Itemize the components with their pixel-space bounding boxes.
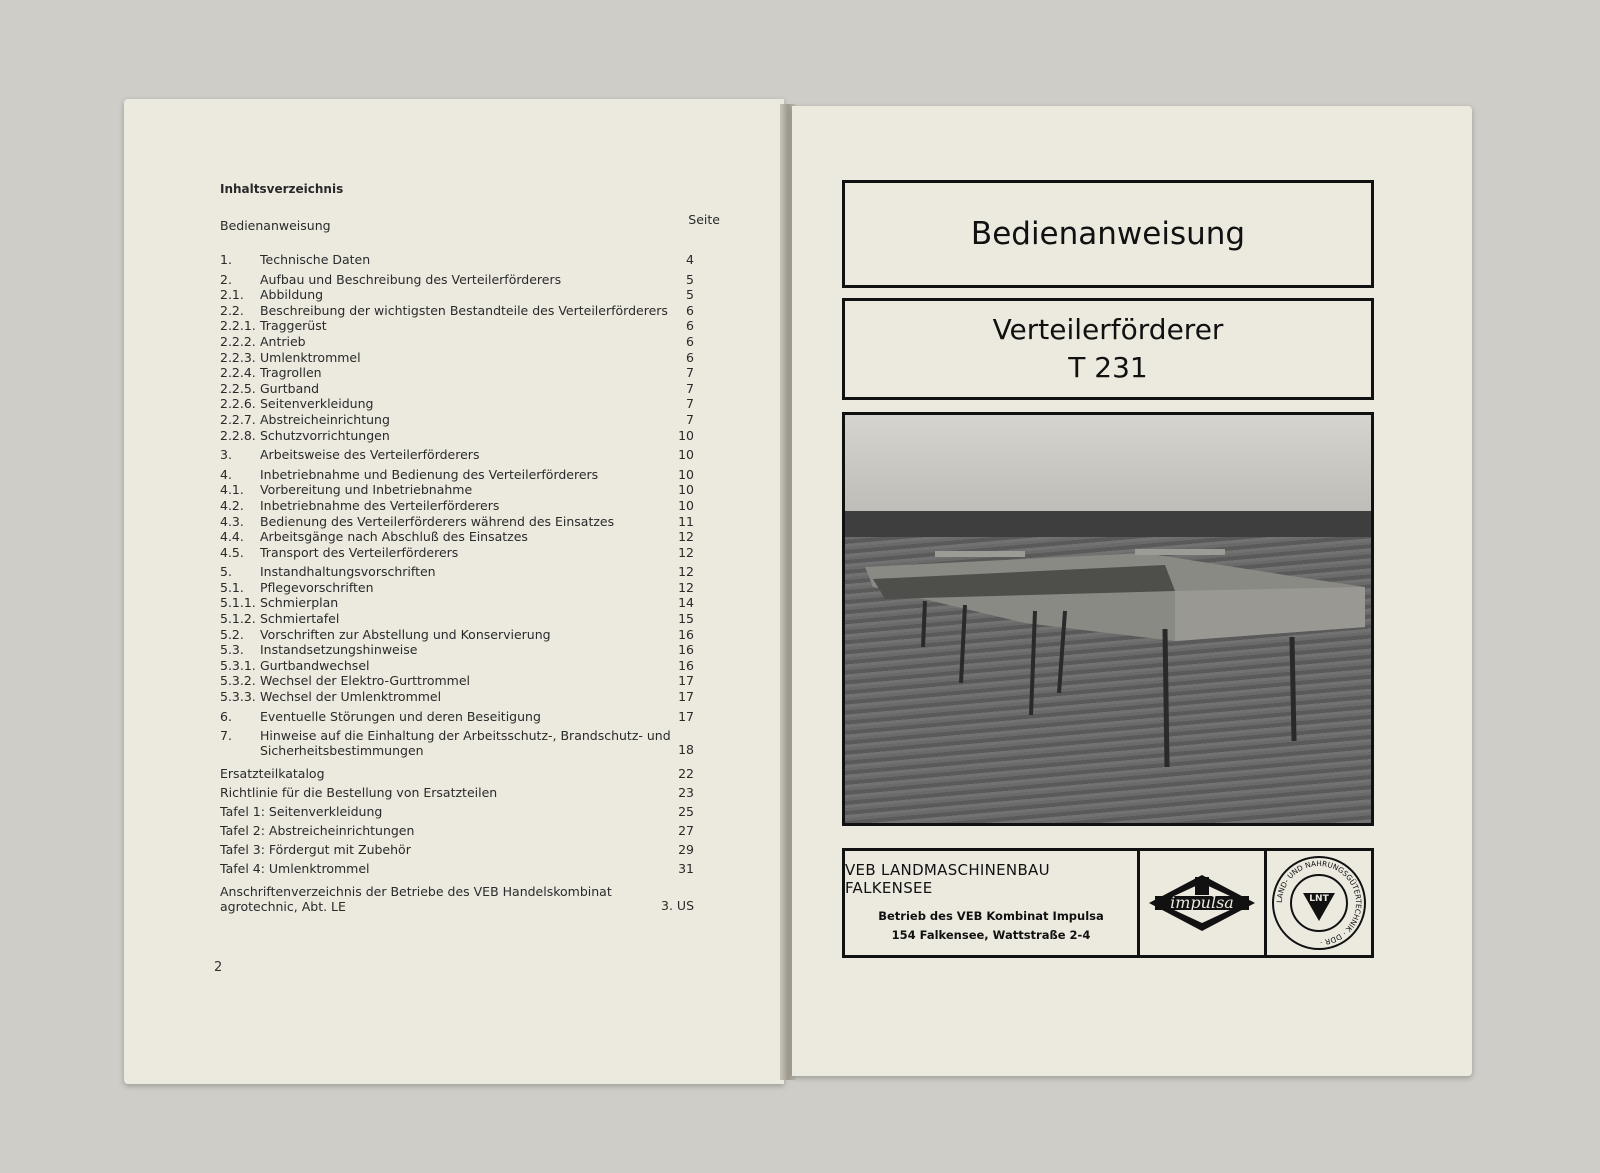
toc-entry-number: 3.: [220, 447, 232, 463]
company-subtitle: Betrieb des VEB Kombinat Impulsa: [878, 909, 1104, 923]
toc-entry-page: 6: [686, 349, 694, 365]
toc-appendix-entry: [220, 766, 720, 785]
toc-entry: [220, 482, 720, 498]
toc-appendix-text: Tafel 3: Fördergut mit Zubehör: [220, 842, 411, 858]
toc-entry-number: 4.1.: [220, 482, 244, 498]
toc-appendix-page: 25: [678, 804, 694, 820]
toc-appendix-entry: [220, 884, 720, 916]
toc-entry-number: 4.: [220, 466, 232, 482]
toc-entry-page: 7: [686, 411, 694, 427]
toc-entry-page: 5: [686, 287, 694, 303]
toc-appendix-entry: [220, 785, 720, 804]
toc-entry: [220, 689, 720, 705]
toc-entry-text: Tragrollen: [260, 365, 322, 381]
toc-entry: [220, 658, 720, 674]
toc-entry-number: 4.2.: [220, 497, 244, 513]
toc-entry-number: 5.1.: [220, 579, 244, 595]
toc-entry-page: 10: [678, 497, 694, 513]
toc-entry-text: Instandhaltungsvorschriften: [260, 564, 436, 580]
toc-entry: [220, 529, 720, 545]
product-model: T 231: [1068, 351, 1148, 384]
toc-entry-number: 2.2.7.: [220, 411, 256, 427]
toc-entry-text: Abbildung: [260, 287, 324, 303]
toc-entry: [220, 627, 720, 643]
toc-entry-text: Schmiertafel: [260, 611, 340, 627]
toc-entry-page: 4: [686, 252, 694, 267]
toc-entry-text: Technische Daten: [260, 252, 371, 267]
toc-entry: [220, 545, 720, 561]
toc-entry: [220, 396, 720, 412]
toc-entry: [220, 334, 720, 350]
toc-entry: [220, 381, 720, 397]
page-number: 2: [214, 960, 223, 975]
toc-entry: [220, 580, 720, 596]
toc-entry-text: Abstreicheinrichtung: [260, 411, 390, 427]
toc-entry-text: Eventuelle Störungen und deren Beseitigung: [260, 708, 541, 724]
toc-entry-number: 2.: [220, 271, 232, 287]
toc-appendix-text: Tafel 4: Umlenktrommel: [220, 861, 370, 877]
toc-entry-number: 2.2.4.: [220, 365, 256, 381]
toc-entry-page: 6: [686, 333, 694, 349]
toc-entry-text: Arbeitsgänge nach Abschluß des Einsatzes: [260, 529, 528, 545]
toc-entry-text: Transport des Verteilerförderers: [260, 544, 459, 560]
toc-entry-page: 12: [678, 579, 694, 595]
toc-entry-page: 6: [686, 302, 694, 318]
toc-entry-text: Pflegevorschriften: [260, 579, 374, 595]
conveyor-photo: [842, 412, 1374, 826]
toc-entry-number: 5.1.1.: [220, 595, 256, 611]
toc-appendix: [220, 766, 720, 916]
toc-appendix-entry: [220, 861, 720, 880]
conveyor-machine-illustration: [845, 415, 1371, 823]
toc-appendix-page: 23: [678, 785, 694, 801]
toc-entry: [220, 428, 720, 444]
toc-appendix-text: Anschriftenverzeichnis der Betriebe des VEB Handelskombinat agrotechnic, Abt. LE: [220, 884, 612, 915]
toc-entry-number: 2.2.6.: [220, 396, 256, 412]
toc-entry-text: Gurtbandwechsel: [260, 657, 370, 673]
toc-entry-number: 2.2.3.: [220, 349, 256, 365]
toc-entry-page: 17: [678, 708, 694, 724]
toc-entry-text: Hinweise auf die Einhaltung der Arbeitsschutz-, Brandschutz- und Sicherheitsbestimmungen: [260, 728, 671, 759]
toc-entry-text: Schutzvorrichtungen: [260, 427, 390, 443]
toc-entry-text: Traggerüst: [260, 318, 327, 334]
toc-entry: [220, 447, 720, 463]
toc-entry-text: Vorbereitung und Inbetriebnahme: [260, 482, 473, 498]
toc-entry-number: 4.5.: [220, 544, 244, 560]
toc-entry: [220, 252, 720, 268]
toc-entry-page: 5: [686, 271, 694, 287]
toc-entry-page: 17: [678, 673, 694, 689]
toc-entry-text: Beschreibung der wichtigsten Bestandteile des Verteilerförderers: [260, 302, 668, 318]
toc-entry-text: Schmierplan: [260, 595, 339, 611]
toc-appendix-entry: [220, 842, 720, 861]
toc-appendix-text: Tafel 2: Abstreicheinrichtungen: [220, 823, 415, 839]
toc-entry: [220, 673, 720, 689]
toc-entry-number: 6.: [220, 708, 232, 724]
toc-entry-page: 10: [678, 447, 694, 463]
toc-entry-number: 5.3.2.: [220, 673, 256, 689]
toc-entry: [220, 365, 720, 381]
product-name: Verteilerförderer: [992, 313, 1224, 346]
seal-ring-text: LAND- UND NAHRUNGSGÜTERTECHNIK · DDR ·: [1274, 858, 1364, 947]
toc-entry: [220, 350, 720, 366]
toc-entry: [220, 412, 720, 428]
toc-entry-page: 15: [678, 611, 694, 627]
toc-entries: [220, 252, 720, 758]
toc-entry-number: 5.: [220, 564, 232, 580]
toc-header: [220, 212, 720, 252]
seal-center-text: LNT: [1309, 894, 1329, 904]
toc-appendix-text: Ersatzteilkatalog: [220, 766, 325, 782]
toc-entry-number: 4.4.: [220, 529, 244, 545]
toc-entry-text: Bedienung des Verteilerförderers während des Einsatzes: [260, 513, 615, 529]
toc-appendix-page: 31: [678, 861, 694, 877]
toc-appendix-page: 22: [678, 766, 694, 782]
table-of-contents: [220, 182, 720, 916]
toc-entry-number: 5.2.: [220, 626, 244, 642]
toc-appendix-text: Richtlinie für die Bestellung von Ersatzteilen: [220, 785, 498, 801]
toc-entry-page: 7: [686, 396, 694, 412]
toc-entry-page: 12: [678, 564, 694, 580]
toc-appendix-entry: [220, 804, 720, 823]
toc-entry-number: 2.2.: [220, 302, 244, 318]
toc-entry-text: Instandsetzungshinweise: [260, 642, 418, 658]
toc-entry: [220, 514, 720, 530]
toc-entry-number: 5.1.2.: [220, 611, 256, 627]
toc-entry-page: 16: [678, 642, 694, 658]
toc-entry: [220, 709, 720, 725]
manual-title: Bedienanweisung: [970, 216, 1246, 252]
toc-entry-page: 17: [678, 689, 694, 705]
toc-appendix-page: 3. US: [661, 898, 694, 914]
toc-entry-number: 5.3.: [220, 642, 244, 658]
toc-appendix-page: 29: [678, 842, 694, 858]
toc-entry-page: 10: [678, 482, 694, 498]
company-name: VEB LANDMASCHINENBAU FALKENSEE: [845, 861, 1050, 897]
toc-entry-page: 16: [678, 626, 694, 642]
toc-appendix-page: 27: [678, 823, 694, 839]
toc-entry-number: 2.2.2.: [220, 333, 256, 349]
toc-entry-number: 7.: [220, 728, 232, 744]
toc-entry-text: Umlenktrommel: [260, 349, 361, 365]
toc-entry-text: Inbetriebnahme des Verteilerförderers: [260, 497, 500, 513]
toc-entry: [220, 611, 720, 627]
toc-entry-text: Inbetriebnahme und Bedienung des Verteilerförderers: [260, 466, 599, 482]
toc-entry-number: 5.3.3.: [220, 689, 256, 705]
toc-entry-text: Arbeitsweise des Verteilerförderers: [260, 447, 480, 463]
lnt-seal: [1267, 851, 1371, 955]
toc-entry: [220, 564, 720, 580]
toc-entry-number: 2.2.8.: [220, 427, 256, 443]
toc-entry: [220, 467, 720, 483]
toc-entry-page: 14: [678, 595, 694, 611]
toc-entry: [220, 642, 720, 658]
toc-entry: [220, 595, 720, 611]
company-info: [845, 851, 1140, 955]
company-address: 154 Falkensee, Wattstraße 2-4: [891, 928, 1091, 942]
toc-entry: [220, 272, 720, 288]
toc-page-column-label: Seite: [688, 212, 720, 227]
toc-entry: [220, 318, 720, 334]
toc-entry-text: Wechsel der Elektro-Gurttrommel: [260, 673, 470, 689]
logo-text: impulsa: [1170, 893, 1234, 912]
toc-entry-number: 1.: [220, 252, 232, 267]
toc-entry: [220, 498, 720, 514]
toc-entry-page: 12: [678, 544, 694, 560]
toc-entry: [220, 728, 720, 758]
toc-entry-page: 10: [678, 466, 694, 482]
toc-entry-number: 5.3.1.: [220, 657, 256, 673]
impulsa-logo: [1140, 851, 1267, 955]
toc-section-label: Bedienanweisung: [220, 218, 331, 233]
toc-entry-page: 16: [678, 657, 694, 673]
toc-entry-text: Vorschriften zur Abstellung und Konservierung: [260, 626, 551, 642]
toc-entry-text: Aufbau und Beschreibung des Verteilerförderers: [260, 271, 562, 287]
title-box: [842, 180, 1374, 288]
publisher-footer: [842, 848, 1374, 958]
toc-entry-page: 12: [678, 529, 694, 545]
toc-entry-text: Wechsel der Umlenktrommel: [260, 689, 442, 705]
toc-entry: [220, 303, 720, 319]
toc-entry-number: 2.2.1.: [220, 318, 256, 334]
toc-entry-page: 10: [678, 427, 694, 443]
toc-title: Inhaltsverzeichnis: [220, 182, 344, 196]
toc-entry: [220, 287, 720, 303]
toc-entry-page: 7: [686, 380, 694, 396]
toc-entry-page: 7: [686, 365, 694, 381]
toc-entry-text: Antrieb: [260, 333, 306, 349]
toc-entry-number: 2.2.5.: [220, 380, 256, 396]
product-box: [842, 298, 1374, 400]
toc-entry-page: 6: [686, 318, 694, 334]
toc-entry-page: 11: [678, 513, 694, 529]
toc-entry-text: Seitenverkleidung: [260, 396, 374, 412]
toc-entry-text: Gurtband: [260, 380, 320, 396]
toc-entry-number: 2.1.: [220, 287, 244, 303]
toc-appendix-text: Tafel 1: Seitenverkleidung: [220, 804, 383, 820]
toc-appendix-entry: [220, 823, 720, 842]
toc-entry-page: 18: [678, 742, 694, 758]
toc-entry-number: 4.3.: [220, 513, 244, 529]
